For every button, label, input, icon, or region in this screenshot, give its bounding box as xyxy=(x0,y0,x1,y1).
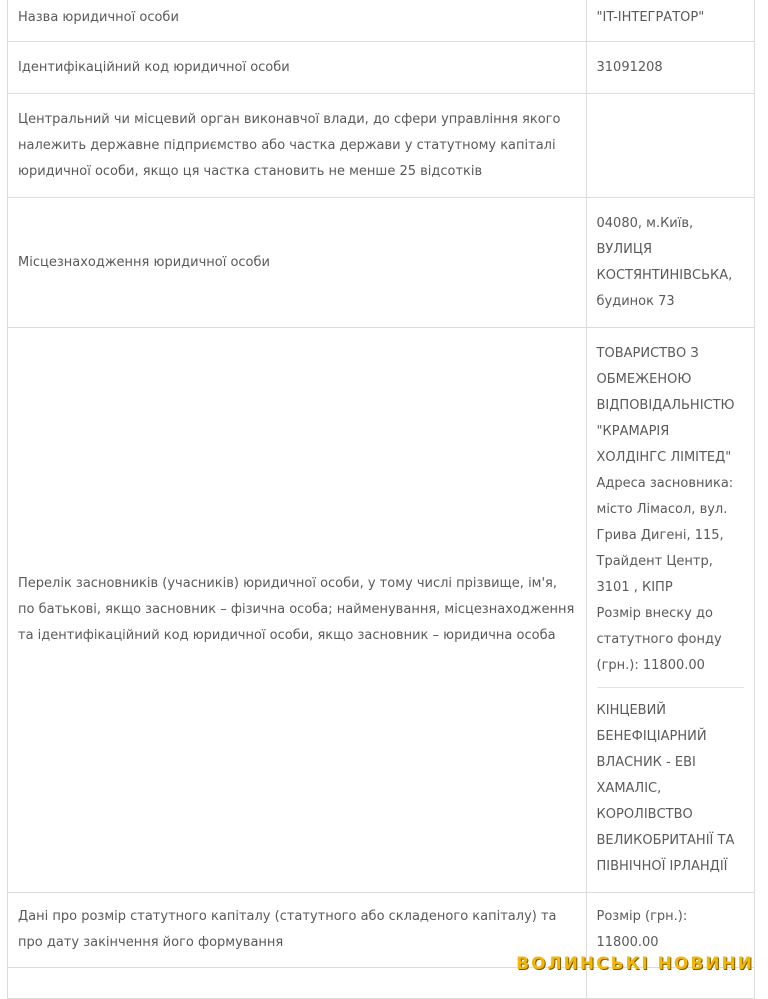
field-value-id-code: 31091208 xyxy=(586,42,754,94)
divider xyxy=(597,687,744,688)
field-label-name: Назва юридичної особи xyxy=(8,0,587,42)
watermark-logo: ВОЛИНСЬКІ НОВИНИ xyxy=(516,954,754,974)
table-row xyxy=(8,94,755,198)
table-row xyxy=(8,0,755,42)
field-label-address: Місцезнаходження юридичної особи xyxy=(8,198,587,328)
field-value-authority xyxy=(586,94,754,198)
field-label-id-code: Ідентифікаційний код юридичної особи xyxy=(8,42,587,94)
field-label-founders: Перелік засновників (учасників) юридичної особи, у тому числі прізвище, ім'я, по батькові, якщо засновник – фізична особа; найменування, місцезнаходження та ідентифікаційний код юридичної особи, якщо засновник – юридична особа xyxy=(8,328,587,893)
registry-table xyxy=(7,0,755,999)
field-value-address: 04080, м.Київ, ВУЛИЦЯ КОСТЯНТИНІВСЬКА, будинок 73 xyxy=(586,198,754,328)
field-label-empty xyxy=(8,968,587,999)
table-row xyxy=(8,198,755,328)
field-value-founders xyxy=(586,328,754,893)
field-label-authority: Центральний чи місцевий орган виконавчої влади, до сфери управління якого належить державне підприємство або частка держави у статутному капіталі юридичної особи, якщо ця частка становить не менше 25 відсотків xyxy=(8,94,587,198)
field-value-capital: Розмір (грн.): 11800.00 xyxy=(586,893,754,968)
field-value-name: "IT-ІНТЕГРАТОР" xyxy=(586,0,754,42)
table-row xyxy=(8,42,755,94)
table-row xyxy=(8,328,755,893)
field-label-capital: Дані про розмір статутного капіталу (статутного або складеного капіталу) та про дату закінчення його формування xyxy=(8,893,587,968)
founder-entry: ТОВАРИСТВО З ОБМЕЖЕНОЮ ВІДПОВІДАЛЬНІСТЮ "КРАМАРІЯ ХОЛДІНГС ЛІМІТЕД" Адреса засновника: місто Лімасол, вул. Грива Дигені, 115, Трайдент Центр, 3101 , КІПР Розмір внеску до статутного фонду (грн.): 11800.00 xyxy=(596,345,735,673)
beneficiary-entry: КІНЦЕВИЙ БЕНЕФІЦІАРНИЙ ВЛАСНИК - ЕВІ ХАМАЛІС, КОРОЛІВСТВО ВЕЛИКОБРИТАНІЇ ТА ПІВНІЧНОЇ ІРЛАНДІЇ xyxy=(596,702,735,874)
